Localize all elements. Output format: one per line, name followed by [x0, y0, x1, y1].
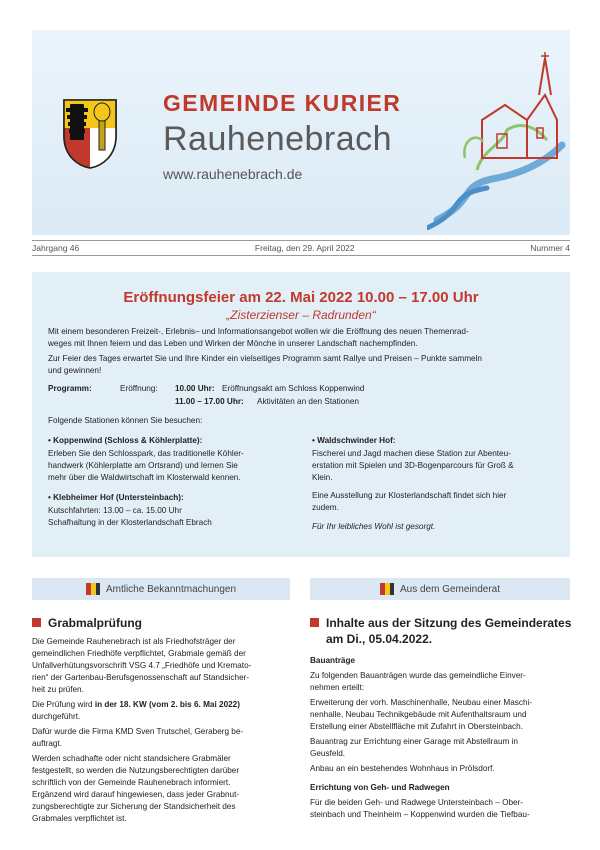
article-body-line: zungsberechtigte zur Sicherung der Standsicherheit des [32, 802, 236, 811]
station-title: • Klebheimer Hof (Untersteinbach): [48, 493, 184, 502]
article-body-line: Unfallverhütungsvorschrift VSG 4.7 „Friedhöfe und Kremato- [32, 661, 252, 670]
article-subheading: Bauanträge [310, 656, 356, 665]
station-text: Klein. [312, 473, 333, 482]
station-text: Fischerei und Jagd machen diese Station zur Abenteu- [312, 449, 511, 458]
program-time: 10.00 Uhr: [175, 384, 215, 393]
article-body-line: festgestellt, so werden die Nutzungsberechtigten darüber [32, 766, 240, 775]
article-body-line: heit zu prüfen. [32, 685, 84, 694]
masthead-municipality: Rauhenebrach [163, 120, 393, 158]
station-text: Kutschfahrten: 13.00 – ca. 15.00 Uhr [48, 506, 182, 515]
article-body-line: Erweiterung der vorh. Maschinenhalle, Neubau einer Maschi- [310, 698, 533, 707]
opening-label: Eröffnung: [120, 384, 158, 393]
article-body-line: Die Gemeinde Rauhenebrach ist als Friedhofsträger der [32, 637, 236, 646]
station-text: mehr über die Waldwirtschaft im Klosterwald kennen. [48, 473, 241, 482]
article-title-text: Grabmalprüfung [48, 616, 143, 630]
website-url[interactable]: www.rauhenebrach.de [163, 166, 303, 182]
article-title-text: Inhalte aus der Sitzung des Gemeinderates [326, 616, 572, 630]
program-label: Programm: [48, 384, 92, 393]
event-closing: Für Ihr leibliches Wohl ist gesorgt. [312, 522, 436, 531]
event-announcement-box [32, 272, 570, 557]
article-body-line: gemeindlichen Friedhöfe verpflichtet, Grabmale gemäß der [32, 649, 246, 658]
article-body-line: nenhalle, Neubau Technikgebäude mit Aufenthaltsraum und [310, 710, 527, 719]
article-body-line: Geusfeld. [310, 749, 346, 758]
article-title-council [310, 616, 571, 630]
event-intro-line: und gewinnen! [48, 366, 102, 375]
article-body-line: Für die beiden Geh- und Radwege Untersteinbach – Ober- [310, 798, 523, 807]
station-text: zudem. [312, 503, 339, 512]
masthead [32, 30, 570, 235]
article-body-line: durchgeführt. [32, 712, 81, 721]
station-title: • Koppenwind (Schloss & Köhlerplatte): [48, 436, 203, 445]
church-illustration-icon [427, 50, 567, 230]
event-intro-line: Zur Feier des Tages erwartet Sie und Ihre Kinder ein vielseitiges Programm samt Rallye und Preisen – Punkte sammeln [48, 354, 482, 363]
municipal-crest-icon [86, 583, 100, 595]
issue-meta-bar [32, 240, 570, 256]
station-text: Eine Ausstellung zur Klosterlandschaft findet sich hier [312, 491, 507, 500]
article-body-line: schriftlich von der Gemeinde Rauhenebrach informiert. [32, 778, 231, 787]
article-body-line: Anbau an ein bestehendes Wohnhaus in Prölsdorf. [310, 764, 495, 773]
coat-of-arms-icon [62, 98, 118, 170]
text-run-bold: in der 18. KW (vom 2. bis 6. Mai 2022) [94, 700, 240, 709]
station-text: Schafhaltung in der Klosterlandschaft Ebrach [48, 518, 212, 527]
bullet-square-icon [310, 618, 319, 627]
article-body-line [32, 699, 290, 711]
article-title-line2: am Di., 05.04.2022. [326, 632, 433, 646]
station-text: handwerk (Köhlerplatte am Ortsrand) und lernen Sie [48, 461, 238, 470]
station-title: • Waldschwinder Hof: [312, 436, 396, 445]
article-subheading: Errichtung von Geh- und Radwegen [310, 783, 450, 792]
bullet-square-icon [32, 618, 41, 627]
event-intro-line: weges mit Ihnen feiern und das Leben und Wirken der Mönche in unserer Landschaft nachempfinden. [48, 339, 418, 348]
event-title: Eröffnungsfeier am 22. Mai 2022 10.00 – 17.00 Uhr [123, 289, 479, 306]
section-header-council [310, 578, 570, 600]
article-body-line: Grabmales verpflichtet ist. [32, 814, 127, 823]
article-body-line: Zu folgenden Bauanträgen wurde das gemeindliche Einver- [310, 671, 526, 680]
article-body-line: auftragt. [32, 739, 63, 748]
program-time: 11.00 – 17.00 Uhr: [175, 397, 244, 406]
station-text: erstation mit Spielen und 3D-Bogenparcours für Groß & [312, 461, 514, 470]
article-body-line: nehmen erteilt: [310, 683, 365, 692]
article-title-grabmal [32, 616, 142, 630]
section-header-label: Amtliche Bekanntmachungen [105, 583, 237, 595]
section-header-label: Aus dem Gemeinderat [399, 583, 501, 595]
article-body-line: Erstellung einer Abstellfläche mit Zufahrt in Obersteinbach. [310, 722, 523, 731]
issue-number: Nummer 4 [530, 243, 570, 253]
article-body-line: Dafür wurde die Firma KMD Sven Trutschel, Geraberg be- [32, 727, 244, 736]
event-subtitle: „Zisterzienser – Radrunden“ [226, 308, 376, 322]
text-run: Die Prüfung wird [32, 700, 95, 709]
program-item: Eröffnungsakt am Schloss Koppenwind [222, 384, 365, 393]
masthead-title: GEMEINDE KURIER [163, 90, 402, 116]
station-text: Erleben Sie den Schlosspark, das traditionelle Köhler- [48, 449, 244, 458]
municipal-crest-icon [380, 583, 394, 595]
section-header-official [32, 578, 290, 600]
article-body-line: steinbach und Theinheim – Koppenwind wurden die Tiefbau- [310, 810, 530, 819]
article-body-line: Ergänzend wird darauf hingewiesen, dass jeder Grabnut- [32, 790, 240, 799]
volume-label: Jahrgang 46 [32, 243, 80, 253]
article-body-line: Bauantrag zur Errichtung einer Garage mit Abstellraum in [310, 737, 518, 746]
article-body-line: rien“ der Gartenbau-Berufsgenossenschaft auf Standsicher- [32, 673, 250, 682]
issue-date: Freitag, den 29. April 2022 [254, 243, 355, 253]
article-body-line: Werden schadhafte oder nicht standsichere Grabmäler [32, 754, 231, 763]
event-intro-line: Mit einem besonderen Freizeit-, Erlebnis– und Informationsangebot wollen wir die Eröffnung des neuen Themenrad- [48, 327, 469, 336]
program-item: Aktivitäten an den Stationen [257, 397, 359, 406]
stations-intro: Folgende Stationen können Sie besuchen: [48, 416, 203, 425]
